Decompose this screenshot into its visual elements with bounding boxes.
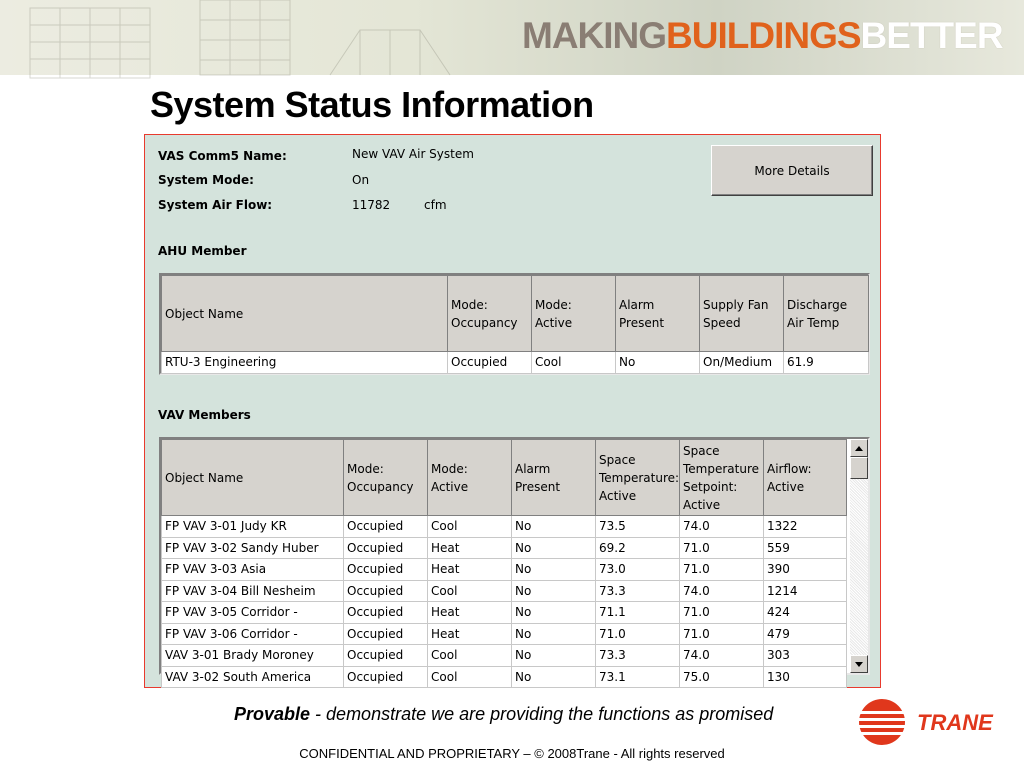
vav-header-4[interactable]: Space Temperature: Active [596,440,680,516]
vav-cell: Heat [428,602,512,624]
brand-making: MAKING [522,15,667,56]
vav-cell: Occupied [344,516,428,538]
vav-table-row[interactable] [162,645,847,667]
vav-cell: Heat [428,537,512,559]
vav-table-row[interactable] [162,559,847,581]
vav-cell: Heat [428,623,512,645]
vav-cell: VAV 3-02 South America [162,666,344,688]
vav-cell: 71.0 [680,623,764,645]
vav-cell: Occupied [344,623,428,645]
ahu-section-label: AHU Member [158,244,247,258]
vav-cell: FP VAV 3-04 Bill Nesheim [162,580,344,602]
vav-cell: 73.3 [596,645,680,667]
vav-cell: VAV 3-01 Brady Moroney [162,645,344,667]
vav-table-row[interactable] [162,580,847,602]
vav-cell: 73.3 [596,580,680,602]
vav-cell: No [512,580,596,602]
vav-cell: Occupied [344,666,428,688]
vav-cell: Cool [428,666,512,688]
slide-title: System Status Information [150,84,594,125]
vav-cell: No [512,559,596,581]
vav-cell: FP VAV 3-06 Corridor - [162,623,344,645]
caption-bold: Provable [234,704,311,724]
vav-cell: Heat [428,559,512,581]
vav-header-3[interactable]: Alarm Present [512,440,596,516]
vav-table [161,439,847,688]
top-banner [0,0,1024,75]
system-airflow-value: 11782 [352,198,391,212]
vav-scrollbar[interactable] [850,439,868,673]
vav-header-2[interactable]: Mode: Active [428,440,512,516]
system-mode-label: System Mode: [158,173,254,187]
ahu-cell: RTU-3 Engineering [162,352,448,374]
scroll-thumb[interactable] [850,457,868,479]
vav-cell: No [512,666,596,688]
trane-logo-text: TRANE [917,710,993,735]
trane-circle-icon [859,699,905,745]
system-name-value: New VAV Air System [352,147,474,161]
vav-cell: Occupied [344,559,428,581]
vav-cell: 559 [764,537,847,559]
ahu-cell: No [616,352,700,374]
ahu-header-5[interactable]: Discharge Air Temp [784,276,869,352]
vav-table-row[interactable] [162,516,847,538]
ahu-cell: Occupied [448,352,532,374]
vav-cell: 130 [764,666,847,688]
vav-cell: No [512,623,596,645]
arrow-up-icon [855,446,863,451]
vav-cell: No [512,645,596,667]
vav-cell: 74.0 [680,645,764,667]
system-mode-value: On [352,173,370,187]
ahu-cell: 61.9 [784,352,869,374]
vav-cell: Occupied [344,602,428,624]
vav-header-1[interactable]: Mode: Occupancy [344,440,428,516]
vav-cell: 74.0 [680,516,764,538]
vav-cell: 303 [764,645,847,667]
ahu-table-row[interactable] [162,352,869,374]
vav-cell: No [512,537,596,559]
ahu-header-1[interactable]: Mode: Occupancy [448,276,532,352]
vav-cell: FP VAV 3-05 Corridor - [162,602,344,624]
ahu-header-3[interactable]: Alarm Present [616,276,700,352]
vav-table-row[interactable] [162,623,847,645]
vav-cell: 74.0 [680,580,764,602]
more-details-button[interactable]: More Details [711,145,873,196]
vav-cell: 390 [764,559,847,581]
ahu-cell: Cool [532,352,616,374]
vav-cell: 71.0 [680,537,764,559]
vav-cell: 1322 [764,516,847,538]
arrow-down-icon [855,662,863,667]
system-airflow-label: System Air Flow: [158,198,273,212]
vav-cell: Occupied [344,645,428,667]
ahu-table [161,275,869,374]
brand-buildings: BUILDINGS [666,15,861,56]
vav-cell: 69.2 [596,537,680,559]
system-name-label: VAS Comm5 Name: [158,149,287,163]
vav-table-row[interactable] [162,666,847,688]
vav-cell: 1214 [764,580,847,602]
vav-cell: 424 [764,602,847,624]
ahu-header-4[interactable]: Supply Fan Speed [700,276,784,352]
vav-cell: Occupied [344,580,428,602]
vav-cell: Occupied [344,537,428,559]
vav-cell: 71.0 [596,623,680,645]
vav-header-6[interactable]: Airflow: Active [764,440,847,516]
building-sketch-image [0,0,520,75]
vav-cell: FP VAV 3-03 Asia [162,559,344,581]
vav-cell: Cool [428,580,512,602]
system-airflow-unit: cfm [424,198,447,212]
caption-text: - demonstrate we are providing the functions as promised [310,704,774,724]
vav-cell: 71.0 [680,602,764,624]
vav-cell: 479 [764,623,847,645]
vav-header-5[interactable]: Space Temperature Setpoint: Active [680,440,764,516]
vav-cell: 71.1 [596,602,680,624]
vav-table-row[interactable] [162,537,847,559]
vav-table-container [159,437,870,684]
footer-text: CONFIDENTIAL AND PROPRIETARY – © 2008Trane - All rights reserved [299,746,725,761]
ahu-header-2[interactable]: Mode: Active [532,276,616,352]
ahu-table-container [159,273,870,375]
vav-cell: No [512,602,596,624]
scroll-up-button[interactable] [850,439,868,457]
vav-cell: 71.0 [680,559,764,581]
vav-cell: FP VAV 3-02 Sandy Huber [162,537,344,559]
vav-cell: Cool [428,516,512,538]
vav-cell: FP VAV 3-01 Judy KR [162,516,344,538]
vav-cell: No [512,516,596,538]
vav-cell: Cool [428,645,512,667]
vav-table-row[interactable] [162,602,847,624]
vav-cell: 73.5 [596,516,680,538]
vav-cell: 73.1 [596,666,680,688]
scroll-down-button[interactable] [850,655,868,673]
ahu-header-0[interactable]: Object Name [162,276,448,352]
system-status-window [144,134,881,688]
vav-cell: 75.0 [680,666,764,688]
vav-header-0[interactable]: Object Name [162,440,344,516]
ahu-cell: On/Medium [700,352,784,374]
trane-logo [857,697,1009,747]
brand-wordmark [522,14,1003,58]
vav-section-label: VAV Members [158,408,251,422]
slide-caption [234,704,773,725]
brand-better: BETTER [860,15,1003,56]
vav-cell: 73.0 [596,559,680,581]
